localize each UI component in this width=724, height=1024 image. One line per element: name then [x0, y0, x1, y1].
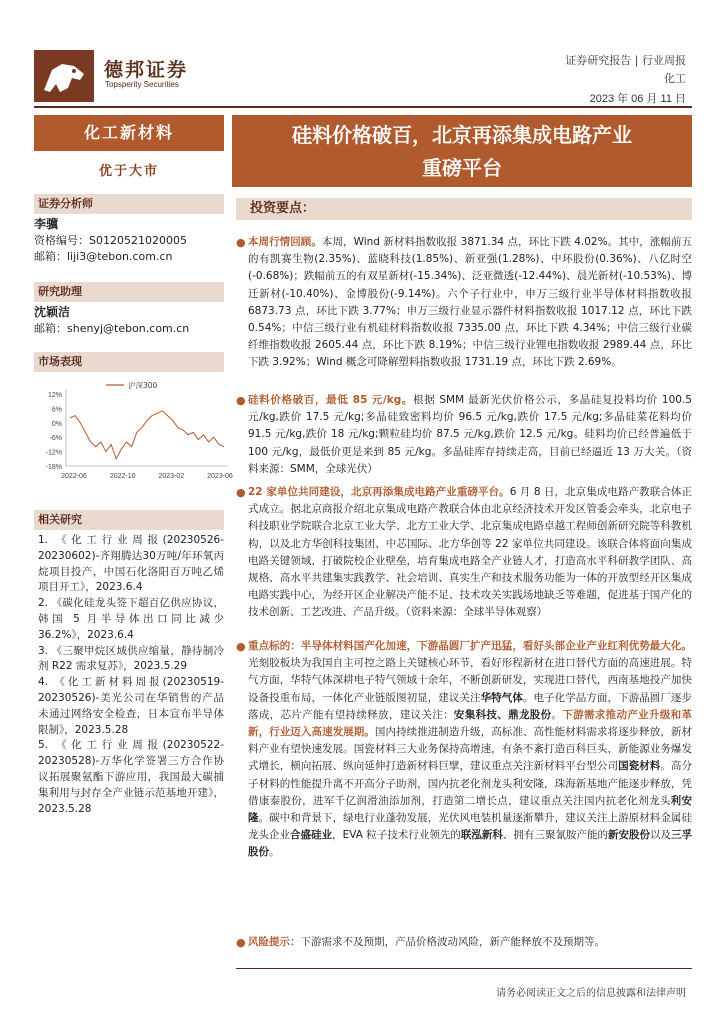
y-tick-label: -12% [45, 449, 62, 457]
legend-label: 沪深300 [128, 381, 158, 390]
x-tick-label: 2023-06 [207, 473, 233, 480]
bullet-icon: ● [236, 486, 246, 499]
company-logo-icon [34, 50, 94, 102]
para-text: 、拥有三聚氰胺产能的 [502, 829, 608, 842]
analyst-section-head: 证券分析师 [34, 194, 224, 214]
analyst-name: 李骥 [34, 217, 59, 231]
para-text: ，EVA 粒子技术行业领先的 [332, 829, 461, 842]
bullet-icon: ● [236, 394, 246, 407]
title-line-1: 硅料价格破百，北京再添集成电路产业 [292, 123, 632, 147]
para-lead: 22 家单位共同建设，北京再添集成电路产业重磅平台。 [248, 486, 510, 498]
market-chart [34, 380, 234, 490]
analyst-email[interactable]: 邮箱：liji3@tebon.com.cn [34, 250, 173, 263]
para-text: 。电子化学品方面，下游晶圆厂逐步落成，芯片产能有望持续释放，建议关注： [248, 691, 693, 721]
related-item[interactable]: 1. 《化工行业周报(20230526-20230602)-齐翔腾达30万吨/年环氧丙烷项目投产，中国石化洛阳百万吨乙烯项目开工》，2023.6.4 [38, 534, 224, 594]
stock-name: 合盛硅业 [290, 829, 333, 842]
x-tick-label: 2023-02 [158, 473, 185, 480]
sector-label: 化工新材料 [34, 115, 224, 151]
industry-label: 化工 [664, 72, 686, 85]
para-text: 以及 [650, 829, 672, 842]
related-item[interactable]: 5. 《化工行业周报(20230522-20230528)-万华化学签署三方合作协议拓展聚氨酯下游应用，我国最大碳捕集利用与封存全产业链示范基地开建》，2023.5.28 [38, 739, 224, 815]
stock-name: 国瓷材料 [618, 760, 661, 773]
assistant-info [34, 304, 224, 337]
para-lead: 硅料价格破百，最低 85 元/kg。 [248, 394, 414, 406]
market-section-head: 市场表现 [34, 352, 224, 372]
paragraph-ic-platform [236, 484, 692, 622]
para-text: 下游需求不及预期，产品价格波动风险，新产能释放不及预期等。 [300, 936, 605, 948]
related-item[interactable]: 4. 《化工新材料周报(20230519-20230526)-美光公司在华销售的产品未通过网络安全检查，日本宣布半导体限制》，2023.5.28 [38, 676, 224, 736]
para-text: 本周，Wind 新材料指数收报 3871.34 点，环比下跌 4.02%。其中，涨幅前五的有凯赛生物(2.35%)、蓝晓科技(1.85%)、新亚强(1.28%)、中环股份(0.36%)、八亿时空(-0.68%)；跌幅前五的有双星新材(-15.34%)、泛亚微透(-12.44%)、晨光新材(-10.53%)、博迁新材(-10.40%)、金博股份(-9.14%)。六个子行业中，申万三级行业半导体材料指数收报 6873.73 点，环比下跌 3.77%；申万三级行业显示器件材料指数收报 1017.12 点，环比下跌 0.54%；中信三级行业有机硅材料指数收报 7335.00 点，环比下跌 4.34%；中信三级行业碳纤维指数收报 2605.44 点，环比下跌 8.19%；中信三级行业锂电指数收报 2989.44 点，环比下跌 3.92%；Wind 概念可降解塑料指数收报 1731.19 点，环比下跌 2.69%。 [248, 236, 693, 369]
keypoints-head: 投资要点： [236, 198, 692, 220]
bullet-icon: ● [236, 936, 246, 949]
para-lead: 本周行情回顾。 [248, 236, 322, 248]
report-title [232, 115, 692, 187]
para-lead: 重点标的：半导体材料国产化加速，下游晶圆厂扩产迅猛，看好头部企业产业红利优势最大化。 [248, 640, 692, 652]
assistant-section-head: 研究助理 [34, 282, 224, 302]
paragraph-silicon-price [236, 392, 692, 478]
paragraph-key-targets [236, 638, 693, 862]
rating-label: 优于大市 [98, 164, 159, 179]
para-text: 。 [269, 846, 280, 859]
stock-name: 三孚股份 [248, 829, 693, 859]
footer-divider [236, 968, 692, 969]
para-text: 。高分子材料的性能提升离不开高分子助剂，国内抗老化剂龙头利安隆，珠海新基地产能逐步释放，凭借康泰股份，进军千亿润滑油添加剂，打造第二增长点，建议重点关注国内抗老化剂龙头 [248, 760, 693, 807]
x-tick-label: 2022-10 [109, 473, 136, 480]
y-tick-label: -18% [45, 464, 62, 471]
series-line-hs300 [70, 411, 224, 459]
analyst-info [34, 216, 224, 265]
bullet-icon: ● [236, 236, 246, 249]
report-date: 2023 年 06 月 11 日 [589, 93, 686, 105]
para-text: 。 [551, 708, 563, 721]
para-lead: 风险提示： [248, 936, 301, 948]
x-tick-label: 2022-06 [61, 473, 87, 480]
stock-name: 华特气体 [480, 691, 523, 704]
stock-name: 新安股份 [608, 829, 651, 842]
related-item[interactable]: 3. 《三聚甲烷区域供应缩量，静待制冷剂 R22 需求复苏》，2023.5.29 [38, 644, 224, 673]
logo-text-cn: 德邦证券 [104, 59, 189, 81]
logo-text-en: Topsperity Securities [105, 80, 179, 89]
report-type: 证券研究报告 | 行业周报 [565, 54, 686, 67]
footer-disclaimer: 请务必阅读正文之后的信息披露和法律声明 [496, 988, 686, 999]
para-text: 6 月 8 日，北京集成电路产教联合体正式成立。据北京商报介绍北京集成电路产教联合体由北京经济技术开发区管委会牵头，北京电子科技职业学院联合北京工业大学、北方工业大学、北京集成电路卓越工程师创新研究院等科教机构，以及北方华创科技集团、中芯国际、北方华创等 22 家单位共同建设。该联合体将面向集成电路关键领域，打破院校企业壁垒，培育集成电路全产业链人才，打造高水平科研教学团队、高规格、高水平共建集实践教学、社会培训、真实生产和技术服务功能为一体的开放型经开区集成电路实践中心，为经开区企业解决产能不足、技术攻关实践场地缺乏等难题，促进基于国产化的技术创新、工艺改进、产品升级。（资料来源：全球半导体观察） [248, 486, 692, 619]
title-line-2: 重磅平台 [422, 156, 502, 180]
para-highlight: 下游需求推动产业升级和革新，行业迈入高速发展期。 [248, 708, 693, 739]
assistant-email[interactable]: 邮箱：shenyj@tebon.com.cn [34, 322, 190, 335]
stock-name: 安集科技、鼎龙股份 [453, 708, 552, 721]
analyst-cert: 资格编号：S0120521020005 [34, 234, 187, 247]
para-text: 国内持续推进制造升级，高标准、高性能材料需求将逐步释放，新材料产业有望快速发展。国瓷材料三大业务保持高增速，有条不紊打造百科巨头，新能源业务爆发式增长，横向拓展、纵向延伸打造新材料巨擘，建议重点关注新材料平台型公司 [248, 726, 693, 773]
related-list [38, 533, 224, 817]
stock-name: 利安隆 [248, 794, 693, 825]
y-tick-label: -6% [49, 435, 62, 443]
related-item[interactable]: 2. 《碳化硅龙头签下超百亿供应协议，韩国 5 月半导体出口同比减少36.2%》，2023.6.4 [38, 597, 224, 641]
paragraph-risk [236, 934, 692, 951]
para-text: 根据 SMM 最新光伏价格公示，多晶硅复投料均价 100.5 元/kg,跌价 17.5 元/kg;多晶硅致密料均价 96.5 元/kg,跌价 17.5 元/kg;多晶硅菜花料均价 91.5 元/kg,跌价 18 元/kg;颗粒硅均价 87.5 元/kg,跌价 12.5 元/kg。硅料均价已经普遍低于 100 元/kg，最低价更是来到 85 元/kg。多晶硅库存持续走高，目前已经逼近 13 万大关。（资料来源：SMM，全球光伏） [248, 394, 692, 475]
para-text: 光刻胶板块为我国自主可控之路上关键核心环节，看好形程新材在进口替代方面的高速进展。特气方面，华特气体深耕电子特气领域十余年，不断创新研发，实现进口替代，西南基地投产加快设备投重布局，一体化产业链版图初显，建议关注 [248, 657, 692, 704]
y-tick-label: 6% [51, 406, 62, 414]
related-section-head: 相关研究 [34, 510, 224, 530]
bullet-icon: ● [236, 640, 246, 653]
header-divider [34, 106, 692, 108]
report-type-block [565, 52, 686, 88]
y-tick-label: 0% [51, 420, 62, 428]
y-tick-label: 12% [47, 392, 62, 399]
para-text: 。碳中和背景下，绿电行业蓬勃发展，光伏风电装机量逐渐攀升，建议关注上游原材料金属硅龙头企业 [248, 812, 693, 842]
paragraph-market-review [236, 234, 693, 372]
assistant-name: 沈颖洁 [34, 305, 71, 319]
stock-name: 联泓新科 [460, 829, 503, 842]
